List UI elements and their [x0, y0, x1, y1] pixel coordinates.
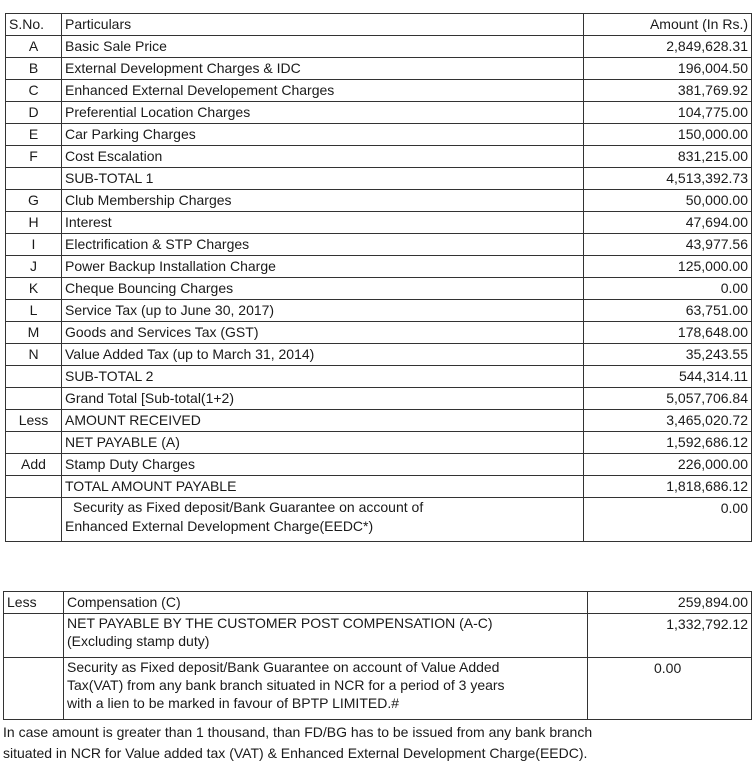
- row-sno: L: [6, 300, 62, 322]
- vat-line-2: Tax(VAT) from any bank branch situated in NCR for a period of 3 years: [67, 677, 505, 693]
- header-row: [6, 14, 752, 36]
- table-row: [6, 300, 752, 322]
- row-amount: 0.00: [584, 278, 752, 300]
- row-particulars: SUB-TOTAL 2: [62, 366, 584, 388]
- eedc-amount: 0.00: [584, 498, 752, 542]
- row-sno: J: [6, 256, 62, 278]
- row-sno: M: [6, 322, 62, 344]
- row-amount: 35,243.55: [584, 344, 752, 366]
- charges-table: [5, 13, 752, 542]
- table-row: [6, 454, 752, 476]
- empty-cell: [4, 614, 64, 658]
- eedc-particulars: [62, 498, 584, 542]
- table-row: [6, 256, 752, 278]
- vat-security-particulars: [64, 658, 588, 720]
- row-particulars: TOTAL AMOUNT PAYABLE: [62, 476, 584, 498]
- vat-security-row: [4, 658, 752, 720]
- table-row: [6, 146, 752, 168]
- row-amount: 43,977.56: [584, 234, 752, 256]
- header-amount: Amount (In Rs.): [584, 14, 752, 36]
- row-particulars: Grand Total [Sub-total(1+2): [62, 388, 584, 410]
- row-particulars: Service Tax (up to June 30, 2017): [62, 300, 584, 322]
- row-amount: 1,818,686.12: [584, 476, 752, 498]
- row-amount: 1,592,686.12: [584, 432, 752, 454]
- row-amount: 831,215.00: [584, 146, 752, 168]
- row-amount: 544,314.11: [584, 366, 752, 388]
- table-row: [6, 36, 752, 58]
- table-row: [6, 58, 752, 80]
- row-particulars: Stamp Duty Charges: [62, 454, 584, 476]
- compensation-amount: 259,894.00: [588, 592, 752, 614]
- row-particulars: AMOUNT RECEIVED: [62, 410, 584, 432]
- row-amount: 104,775.00: [584, 102, 752, 124]
- footnote-line-2: situated in NCR for Value added tax (VAT) & Enhanced External Development Charge(EEDC).: [3, 745, 588, 761]
- row-amount: 381,769.92: [584, 80, 752, 102]
- header-sno: S.No.: [6, 14, 62, 36]
- net-payable-post-compensation-amount: 1,332,792.12: [588, 614, 752, 658]
- table-row: [6, 234, 752, 256]
- row-amount: 226,000.00: [584, 454, 752, 476]
- row-particulars: Interest: [62, 212, 584, 234]
- row-amount: 50,000.00: [584, 190, 752, 212]
- compensation-table: [3, 591, 752, 720]
- row-sno: [6, 432, 62, 454]
- row-amount: 150,000.00: [584, 124, 752, 146]
- table-row: [6, 80, 752, 102]
- row-particulars: Goods and Services Tax (GST): [62, 322, 584, 344]
- row-sno: Add: [6, 454, 62, 476]
- table-row: [6, 278, 752, 300]
- empty-cell: [4, 658, 64, 720]
- row-amount: 196,004.50: [584, 58, 752, 80]
- table-row: [6, 168, 752, 190]
- table-row: [6, 476, 752, 498]
- row-particulars: Club Membership Charges: [62, 190, 584, 212]
- eedc-line-1: Security as Fixed deposit/Bank Guarantee on account of: [73, 499, 424, 515]
- row-sno: A: [6, 36, 62, 58]
- row-sno: [6, 476, 62, 498]
- row-sno: [6, 388, 62, 410]
- row-particulars: Basic Sale Price: [62, 36, 584, 58]
- row-particulars: Car Parking Charges: [62, 124, 584, 146]
- row-sno: C: [6, 80, 62, 102]
- table-row: [6, 322, 752, 344]
- row-particulars: Value Added Tax (up to March 31, 2014): [62, 344, 584, 366]
- header-particulars: Particulars: [62, 14, 584, 36]
- table-row: [6, 212, 752, 234]
- table-row: [6, 410, 752, 432]
- row-sno: [6, 366, 62, 388]
- row-amount: 3,465,020.72: [584, 410, 752, 432]
- row-particulars: Cost Escalation: [62, 146, 584, 168]
- table-row: [6, 388, 752, 410]
- row-particulars: External Development Charges & IDC: [62, 58, 584, 80]
- row-particulars: SUB-TOTAL 1: [62, 168, 584, 190]
- table-row: [6, 124, 752, 146]
- row-particulars: NET PAYABLE (A): [62, 432, 584, 454]
- row-amount: 5,057,706.84: [584, 388, 752, 410]
- row-sno: G: [6, 190, 62, 212]
- row-amount: 47,694.00: [584, 212, 752, 234]
- footnote: [3, 722, 753, 764]
- row-sno: F: [6, 146, 62, 168]
- row-sno: D: [6, 102, 62, 124]
- footnote-line-1: In case amount is greater than 1 thousand, than FD/BG has to be issued from any bank branch: [3, 724, 593, 740]
- table-row: [6, 432, 752, 454]
- row-sno: N: [6, 344, 62, 366]
- row-amount: 125,000.00: [584, 256, 752, 278]
- row-particulars: Cheque Bouncing Charges: [62, 278, 584, 300]
- row-particulars: Electrification & STP Charges: [62, 234, 584, 256]
- row-particulars: Preferential Location Charges: [62, 102, 584, 124]
- compensation-row: [4, 592, 752, 614]
- eedc-line-2: Enhanced External Development Charge(EEDC*): [65, 518, 374, 534]
- net-payable-line-2: (Excluding stamp duty): [67, 633, 210, 649]
- row-sno: [6, 168, 62, 190]
- row-amount: 2,849,628.31: [584, 36, 752, 58]
- table-row: [6, 190, 752, 212]
- row-sno: B: [6, 58, 62, 80]
- row-sno: H: [6, 212, 62, 234]
- net-payable-post-compensation-row: [4, 614, 752, 658]
- row-sno: E: [6, 124, 62, 146]
- compensation-particulars: Compensation (C): [64, 592, 588, 614]
- row-amount: 4,513,392.73: [584, 168, 752, 190]
- row-amount: 63,751.00: [584, 300, 752, 322]
- table-row: [6, 366, 752, 388]
- compensation-label: Less: [4, 592, 64, 614]
- row-sno: K: [6, 278, 62, 300]
- table-row: [6, 102, 752, 124]
- vat-security-amount: 0.00: [588, 658, 752, 720]
- row-sno: I: [6, 234, 62, 256]
- net-payable-line-1: NET PAYABLE BY THE CUSTOMER POST COMPENSATION (A-C): [67, 615, 493, 631]
- vat-line-3: with a lien to be marked in favour of BPTP LIMITED.#: [67, 695, 400, 711]
- row-amount: 178,648.00: [584, 322, 752, 344]
- row-sno: Less: [6, 410, 62, 432]
- table-row: [6, 344, 752, 366]
- eedc-sno: [6, 498, 62, 542]
- vat-line-1: Security as Fixed deposit/Bank Guarantee on account of Value Added: [67, 659, 500, 675]
- eedc-row: [6, 498, 752, 542]
- row-particulars: Power Backup Installation Charge: [62, 256, 584, 278]
- row-particulars: Enhanced External Developement Charges: [62, 80, 584, 102]
- net-payable-post-compensation-particulars: [64, 614, 588, 658]
